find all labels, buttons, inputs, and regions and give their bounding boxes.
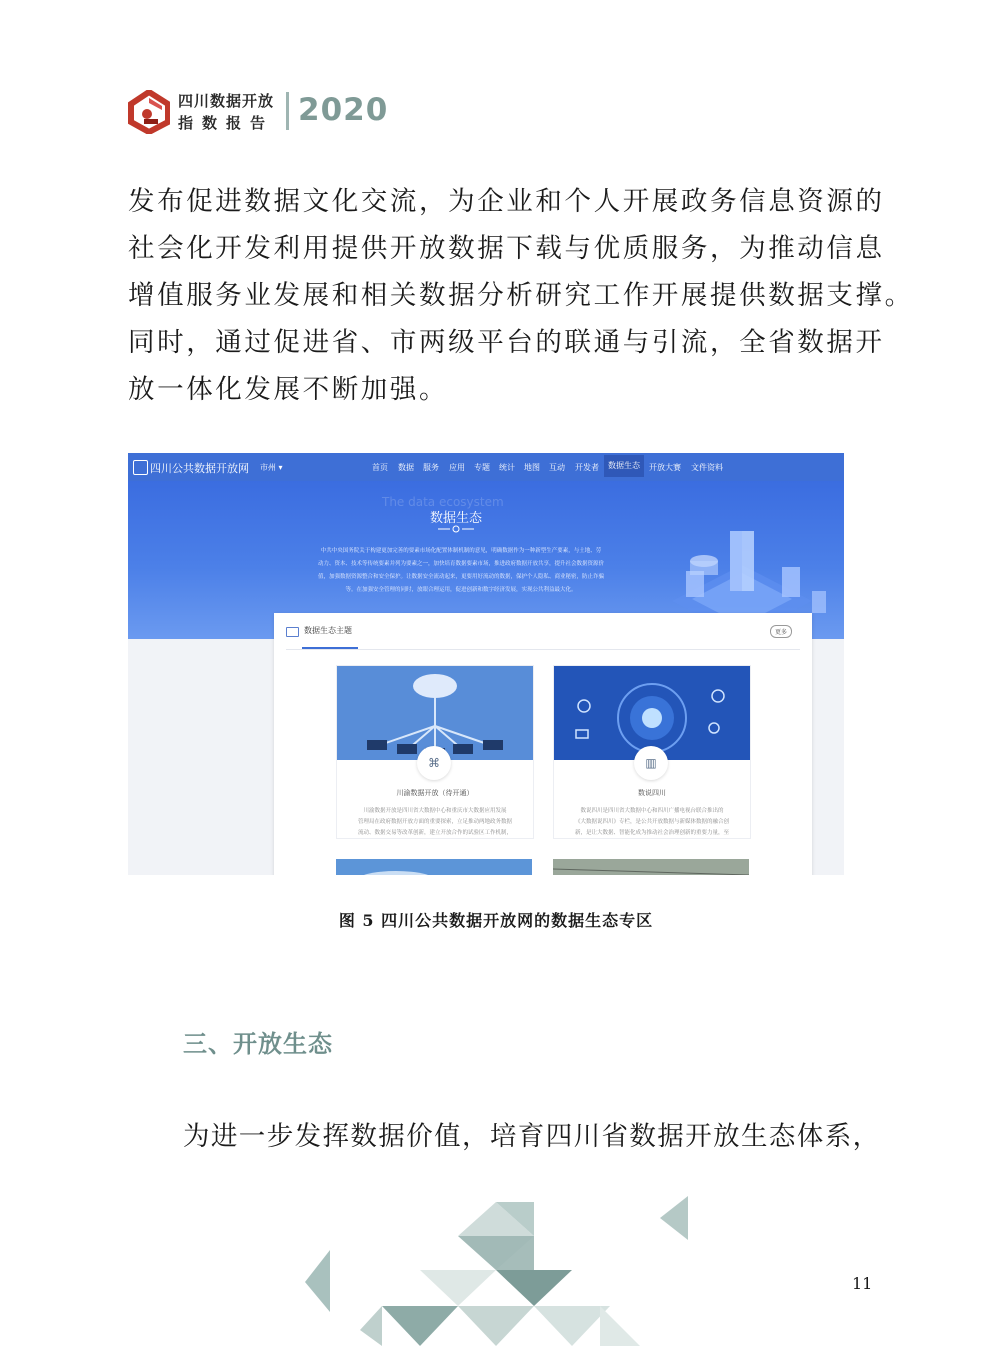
tile-description-line: 管理局在政府数据开放方面的重要探索，立足推动两地政务数据: [357, 819, 512, 825]
nav-item-stats[interactable]: 统计: [499, 463, 515, 472]
ecosystem-topics-card: [274, 613, 812, 875]
logo-year: 2020: [298, 92, 389, 128]
banner-title: 数据生态: [429, 511, 482, 526]
banner-description: [298, 545, 624, 597]
logo-title-line2: 指数报告: [178, 114, 275, 132]
page-number: 11: [852, 1274, 873, 1293]
tile-description: [347, 806, 523, 839]
card-title: 数据生态主题: [304, 626, 352, 635]
city-select[interactable]: 市州 ▾: [260, 463, 283, 472]
nav-item-map[interactable]: 地图: [524, 463, 540, 472]
topic-tile-chuanyu[interactable]: [336, 665, 534, 839]
nav-item-data-ecosystem[interactable]: 数据生态: [604, 455, 644, 477]
banner-description-line: 等。在加强安全管理的同时，放眼合理运用，促进创新和数字经济发展，实现公共利益最大化。: [345, 587, 577, 593]
body-paragraph-2: 为进一步发挥数据价值，培育四川省数据开放生态体系，: [183, 1121, 881, 1152]
report-logo: [128, 86, 388, 142]
banner-ghost-text: The data ecosystem: [382, 495, 504, 509]
tile-name: 数说四川: [638, 789, 666, 797]
tile-description-line: 《大数据说四川》专栏，是公共开放数据与新媒体数据的融合创: [574, 819, 729, 825]
nav-item-contest[interactable]: 开放大赛: [649, 463, 681, 472]
card-title-underline: [302, 647, 358, 649]
more-button[interactable]: 更多: [770, 625, 792, 638]
power-line-photo-tile[interactable]: [553, 859, 749, 875]
decorative-triangles: [300, 1190, 700, 1346]
logo-title-line1: 四川数据开放: [178, 92, 275, 110]
nav-item-interact[interactable]: 互动: [549, 463, 565, 472]
paragraph-line: 同时，通过促进省、市两级平台的联通与引流，全省数据开: [128, 327, 885, 358]
figure-screenshot: [128, 453, 844, 875]
section-heading: 三、开放生态: [183, 1030, 333, 1058]
tile-description-line: 川渝数据开放是四川省大数据中心和重庆市大数据应用发展: [363, 808, 507, 814]
tile-description: [564, 806, 740, 839]
body-paragraph-1: [128, 178, 914, 413]
paragraph-line: 放一体化发展不断加强。: [128, 374, 449, 405]
sky-photo-tile[interactable]: [336, 859, 532, 875]
banner-title-ornament: [436, 525, 476, 533]
logo-divider: [286, 92, 289, 130]
nav-item-data[interactable]: 数据: [398, 463, 414, 472]
tile-name: 川渝数据开放（待开通）: [396, 789, 474, 797]
paragraph-line: 社会化开发利用提供开放数据下载与优质服务，为推动信息: [128, 233, 885, 264]
figure-caption: 图 5 四川公共数据开放网的数据生态专区: [338, 911, 654, 930]
nav-item-apps[interactable]: 应用: [449, 463, 465, 472]
tile-description-line: 数说四川是四川省大数据中心和四川广播电视台联合推出的: [580, 808, 724, 814]
card-divider: [286, 649, 800, 650]
portal-logo-icon: [133, 460, 148, 475]
banner-description-line: 值，加强数据资源整合和安全保护。让数据安全流动起来，更要用好流动的数据，保护个人隐私、商业秘密，防止诈骗: [317, 574, 604, 580]
paragraph-line: 增值服务业发展和相关数据分析研究工作开展提供数据支撑。: [128, 280, 914, 311]
topic-tile-shushuo-sichuan[interactable]: [553, 665, 751, 839]
report-logo-icon: [128, 90, 170, 134]
nav-item-developer[interactable]: 开发者: [575, 463, 599, 472]
banner-description-line: 中共中央国务院关于构建更加完善的要素市场化配置体制机制的意见，明确数据作为一种新型生产要素，与土地、劳: [320, 548, 602, 554]
paragraph-line: 发布促进数据文化交流，为企业和个人开展政务信息资源的: [128, 186, 885, 217]
nav-item-documents[interactable]: 文件资料: [691, 463, 723, 472]
monitor-icon: [286, 627, 299, 637]
tile-description-line: 新，是让大数据、智能化成为推动社会治理创新的重要力量，至: [574, 830, 729, 836]
link-icon: ⌘: [417, 746, 451, 780]
chart-icon: ▥: [634, 746, 668, 780]
nav-item-home[interactable]: 首页: [372, 463, 388, 472]
nav-item-service[interactable]: 服务: [423, 463, 439, 472]
nav-item-topics[interactable]: 专题: [474, 463, 490, 472]
tile-description-line: 流动、数据交易等改革创新，建立开放合作的试验区工作机制，: [357, 830, 512, 836]
portal-site-name[interactable]: 四川公共数据开放网: [150, 462, 249, 475]
portal-navbar: [128, 453, 844, 481]
banner-description-line: 动力、资本、技术等传统要素并列为要素之一，加快培育数据要素市场，推进政府数据开放共享，提升社会数据资源价: [317, 561, 604, 567]
